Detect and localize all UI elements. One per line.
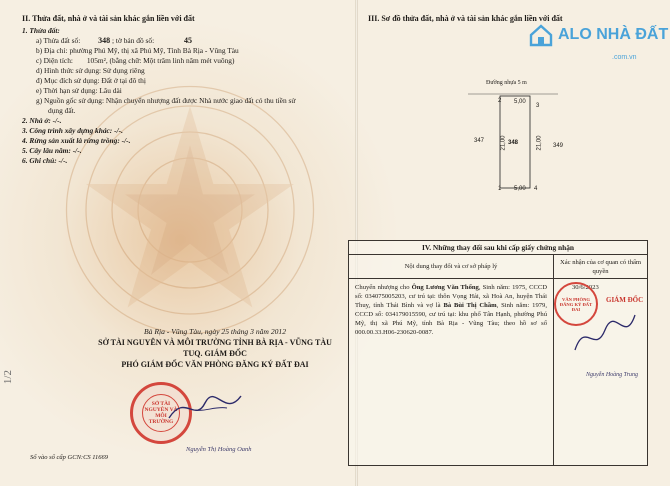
- parcel-number-label: a) Thửa đất số:: [36, 36, 81, 45]
- content-middle: , Sinh năm: 1975, CCCD số: 034075005203, cư trú tại: thôn Vọng Hải, xã Hoà An, huyện Thái Thuỵ, tỉnh Thái Bình và vợ là: [355, 284, 548, 309]
- seal-right-text: VĂN PHÒNG ĐĂNG KÝ ĐẤT ĐAI: [559, 296, 593, 312]
- forest-row: 4. Rừng sản xuất là rừng trồng: -/-.: [22, 136, 131, 145]
- diagram-heading: III. Sơ đồ thửa đất, nhà ở và tài sản khác gắn liền với đất: [368, 14, 563, 23]
- area-row: [22, 56, 347, 66]
- usage-form-row: d) Hình thức sử dụng: Sử dụng riêng: [36, 66, 145, 75]
- perennial-row: 5. Cây lâu năm: -/-.: [22, 146, 82, 155]
- corner-1: 1: [498, 186, 502, 192]
- house-row: 2. Nhà ở: -/-.: [22, 116, 62, 125]
- road-label: Đường nhựa 5 m: [486, 80, 527, 86]
- area-label: c) Diện tích:: [36, 56, 73, 65]
- corner-2: 2: [498, 98, 502, 104]
- date-month-label: tháng: [230, 327, 249, 336]
- col-confirm-header: Xác nhận của cơ quan có thẩm quyền: [559, 258, 642, 275]
- section-heading: II. Thửa đất, nhà ở và tài sản khác gắn liền với đất: [22, 14, 195, 23]
- date-year-label: năm: [255, 327, 269, 336]
- changes-table-title: IV. Những thay đổi sau khi cấp giấy chứng nhận: [349, 241, 647, 255]
- bottom-width: 5,00: [514, 186, 526, 192]
- side-length-left: 21,00: [500, 135, 507, 151]
- parcel-id: 348: [508, 140, 519, 146]
- watermark-domain: .com.vn: [612, 54, 637, 61]
- usage-purpose-row: đ) Mục đích sử dụng: Đất ở tại đô thị: [36, 76, 146, 85]
- origin-row: g) Nguồn gốc sử dụng: Nhận chuyển nhượng đất được Nhà nước giao đất có thu tiền sử: [36, 96, 296, 105]
- buyer-name: Ông Lương Văn Thống: [411, 284, 479, 291]
- signature-mark: [165, 388, 245, 428]
- usage-term-row: e) Thời hạn sử dụng: Lâu dài: [36, 86, 122, 95]
- issuer-title: PHÓ GIÁM ĐỐC VĂN PHÒNG ĐĂNG KÝ ĐẤT ĐAI: [121, 360, 309, 369]
- signer-name: Nguyễn Thị Hoàng Oanh: [186, 446, 252, 453]
- date-month: 3: [250, 327, 254, 336]
- left-neighbor: 347: [474, 138, 485, 144]
- content-prefix: Chuyển nhượng cho: [355, 284, 410, 291]
- parcel-heading: 1. Thửa đất:: [22, 26, 60, 35]
- spouse-name: Bà Bùi Thị Chầm: [443, 302, 497, 309]
- right-neighbor: 349: [553, 143, 564, 149]
- origin-row-cont: dụng đất.: [48, 106, 76, 115]
- changes-table-header: [349, 255, 647, 279]
- seal-text: SỞ TÀI NGUYÊN VÀ MÔI TRƯỜNG: [144, 401, 178, 425]
- confirm-title: GIÁM ĐỐC: [606, 296, 644, 304]
- date-prefix: Bà Rịa - Vũng Tàu, ngày: [143, 327, 220, 336]
- parcel-number-row: [22, 36, 347, 46]
- issuer-agency: SỞ TÀI NGUYÊN VÀ MÔI TRƯỜNG TỈNH BÀ RỊA - VŨNG TÀU: [98, 338, 332, 347]
- issue-date: [80, 326, 350, 337]
- site-watermark: [528, 22, 668, 48]
- area-value: 105m², (bằng chữ: Một trăm linh năm mét vuông): [86, 56, 235, 65]
- signature-mark-right: [570, 310, 640, 360]
- note-row: 6. Ghi chú: -/-.: [22, 156, 68, 165]
- date-day: 25: [221, 327, 229, 336]
- content-end: , Sinh năm: 1979, CCCD số: 034179015590, cư trú tại: khu phố Tân Hạnh, phường Phú Mỹ, thị xã Phú Mỹ, tỉnh Bà Rịa - Vũng Tàu; theo hồ sơ số 000.00.33.H06-230620-0087.: [355, 302, 547, 336]
- land-info-section: [22, 14, 347, 166]
- page-side-number: 1/2: [2, 370, 14, 385]
- other-construction-row: 3. Công trình xây dựng khác: -/-.: [22, 126, 123, 135]
- watermark-text: ALO NHÀ ĐẤT: [558, 26, 669, 43]
- corner-4: 4: [534, 186, 538, 192]
- date-year: 2012: [270, 327, 286, 336]
- map-sheet-number: 45: [183, 36, 192, 45]
- register-number: Số vào sổ cấp GCN:CS 11669: [30, 454, 109, 461]
- issuer-signature-block: [80, 326, 350, 370]
- map-sheet-label: ; tờ bản đồ số:: [112, 36, 155, 45]
- change-content: [349, 279, 554, 465]
- address-row: b) Địa chỉ: phường Phú Mỹ, thị xã Phú Mỹ, Tỉnh Bà Rịa - Vũng Tàu: [36, 46, 239, 55]
- confirm-date: 30/6/2023: [572, 284, 599, 291]
- parcel-number: 348: [98, 36, 111, 45]
- house-logo-icon: [528, 22, 554, 48]
- top-width: 5,00: [514, 99, 526, 105]
- corner-3: 3: [536, 103, 540, 109]
- confirm-signer: Nguyễn Hoàng Trung: [586, 372, 639, 378]
- side-length-right: 21,00: [536, 135, 543, 151]
- col-content-header: Nội dung thay đổi và cơ sở pháp lý: [349, 255, 554, 278]
- issuer-authority: TUQ. GIÁM ĐỐC: [183, 349, 247, 358]
